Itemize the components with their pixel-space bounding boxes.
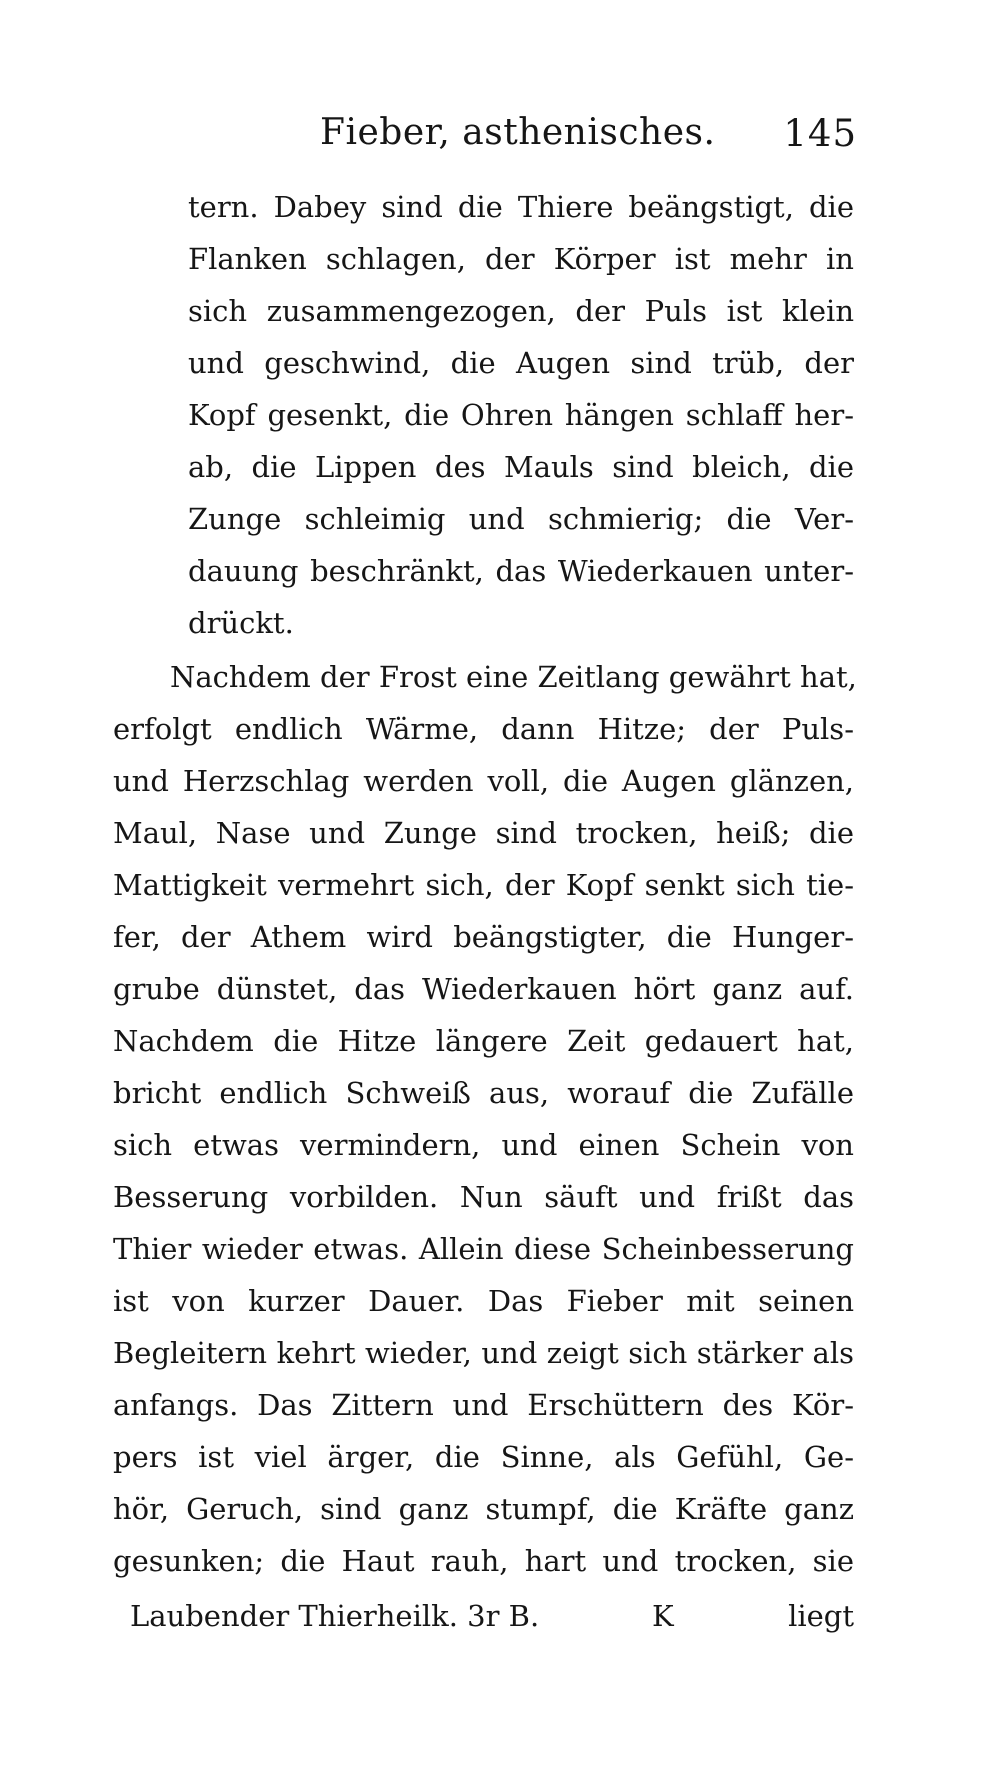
paragraph-continuation [188,181,854,649]
sheet-mark: K [652,1599,674,1633]
text-line: Nachdem der Frost eine Zeitlang gewährt hat, [170,660,857,694]
text-line: gesunken; die Haut rauh, hart und trocken, sie [113,1544,854,1578]
text-line: erfolgt endlich Wärme, dann Hitze; der Puls- [113,712,854,746]
text-line: fer, der Athem wird beängstigter, die Hunger- [113,920,854,954]
text-line: und Herzschlag werden voll, die Augen glänzen, [113,764,854,798]
printer-signature: Laubender Thierheilk. 3r B. [130,1599,540,1633]
text-line: pers ist viel ärger, die Sinne, als Gefühl, Ge- [113,1440,854,1474]
text-line: Begleitern kehrt wieder, und zeigt sich stärker als [113,1336,854,1370]
text-line: Flanken schlagen, der Körper ist mehr in [188,242,854,276]
text-line: dauung beschränkt, das Wiederkauen unter- [188,554,854,588]
text-line: sich zusammengezogen, der Puls ist klein [188,294,854,328]
text-line: drückt. [188,606,294,640]
text-line: anfangs. Das Zittern und Erschüttern des Kör- [113,1388,854,1422]
text-line: ist von kurzer Dauer. Das Fieber mit seinen [113,1284,854,1318]
text-line: Maul, Nase und Zunge sind trocken, heiß; die [113,816,854,850]
page-number: 145 [783,112,857,155]
paragraph-main [113,651,857,1587]
running-head [112,112,857,168]
text-line: grube dünstet, das Wiederkauen hört ganz auf. [113,972,854,1006]
text-line: ab, die Lippen des Mauls sind bleich, die [188,450,854,484]
text-line: Besserung vorbilden. Nun säuft und frißt das [113,1180,854,1214]
text-line: Kopf gesenkt, die Ohren hängen schlaff her- [188,398,854,432]
text-line: sich etwas vermindern, und einen Schein von [113,1128,854,1162]
text-line: tern. Dabey sind die Thiere beängstigt, die [188,190,854,224]
text-line: Nachdem die Hitze längere Zeit gedauert hat, [113,1024,854,1058]
running-title: Fieber, asthenisches. [320,112,716,153]
text-line: hör, Geruch, sind ganz stumpf, die Kräfte ganz [113,1492,854,1526]
text-line: Zunge schleimig und schmierig; die Ver- [188,502,854,536]
catchword: liegt [788,1599,854,1633]
text-line: Thier wieder etwas. Allein diese Scheinbesserung [113,1232,854,1266]
page-footer [130,1592,854,1640]
text-line: bricht endlich Schweiß aus, worauf die Zufälle [113,1076,854,1110]
text-line: Mattigkeit vermehrt sich, der Kopf senkt sich tie- [113,868,854,902]
text-line: und geschwind, die Augen sind trüb, der [188,346,854,380]
